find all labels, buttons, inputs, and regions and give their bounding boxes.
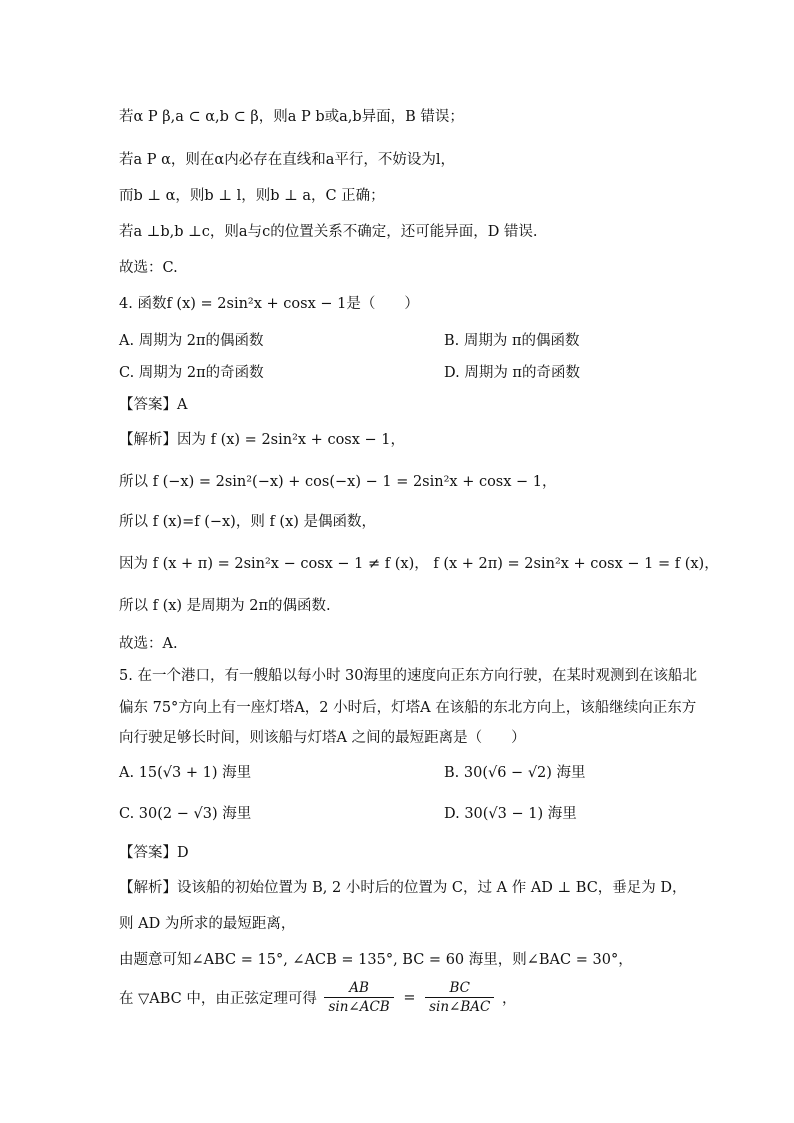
question-4-stem: 4. 函数f (x) = 2sin²x + cosx − 1是（ ）	[119, 296, 419, 312]
fraction-bc-over-sin-bac	[425, 980, 494, 1015]
q5-option-d: D. 30(√3 − 1) 海里	[444, 806, 577, 822]
equals-sign: =	[403, 989, 416, 1006]
question-5-stem-line: 偏东 75°方向上有一座灯塔A，2 小时后，灯塔A 在该船的东北方向上，该船继续向正东方	[119, 700, 697, 716]
question-5-stem-line: 向行驶足够长时间，则该船与灯塔A 之间的最短距离是（ ）	[119, 730, 526, 746]
text-line: 故选：C.	[119, 260, 178, 276]
q4-option-c: C. 周期为 2π的奇函数	[119, 365, 264, 381]
q5-analysis-line: 【解析】设该船的初始位置为 B, 2 小时后的位置为 C，过 A 作 AD ⊥ BC，垂足为 D，	[119, 880, 687, 896]
text-line: 若a P α，则在α内必存在直线和a平行，不妨设为l，	[119, 152, 455, 168]
question-5-stem-line: 5. 在一个港口，有一艘船以每小时 30海里的速度向正东方向行驶，在某时观测到在该船北	[119, 668, 697, 684]
q5-analysis-line: 则 AD 为所求的最短距离，	[119, 916, 296, 932]
fraction-denominator: sin∠BAC	[429, 999, 491, 1015]
fraction-ab-over-sin-acb	[324, 980, 393, 1015]
text-line: 若a ⊥b,b ⊥c，则a与c的位置关系不确定，还可能异面，D 错误.	[119, 224, 538, 240]
q4-option-d: D. 周期为 π的奇函数	[444, 365, 580, 381]
q5-option-a: A. 15(√3 + 1) 海里	[119, 765, 252, 781]
q5-option-b: B. 30(√6 − √2) 海里	[444, 765, 586, 781]
fraction-denominator: sin∠ACB	[328, 999, 390, 1015]
q4-analysis-line: 因为 f (x + π) = 2sin²x − cosx − 1 ≠ f (x)， f (x + 2π) = 2sin²x + cosx − 1 = f (x)，	[119, 556, 719, 572]
q4-analysis-line: 所以 f (−x) = 2sin²(−x) + cos(−x) − 1 = 2sin²x + cosx − 1，	[119, 474, 557, 490]
q5-sine-law-line	[119, 980, 516, 1024]
q5-answer: 【答案】D	[119, 845, 189, 861]
q4-option-b: B. 周期为 π的偶函数	[444, 333, 580, 349]
q5-option-c: C. 30(2 − √3) 海里	[119, 806, 252, 822]
q4-analysis-line: 所以 f (x)=f (−x)，则 f (x) 是偶函数，	[119, 514, 377, 530]
q4-analysis-line: 【解析】因为 f (x) = 2sin²x + cosx − 1，	[119, 432, 406, 448]
q4-option-a: A. 周期为 2π的偶函数	[119, 333, 264, 349]
q5-analysis-line: 由题意可知∠ABC = 15°, ∠ACB = 135°, BC = 60 海里，则∠BAC = 30°，	[119, 952, 633, 968]
fraction-numerator: BC	[425, 980, 494, 998]
text-line: 而b ⊥ α，则b ⊥ l，则b ⊥ a，C 正确；	[119, 188, 385, 204]
sine-law-suffix: ，	[501, 991, 517, 1007]
q4-answer: 【答案】A	[119, 397, 188, 413]
q4-analysis-line: 故选：A.	[119, 636, 178, 652]
fraction-numerator: AB	[324, 980, 393, 998]
q4-analysis-line: 所以 f (x) 是周期为 2π的偶函数.	[119, 598, 331, 614]
sine-law-prefix: 在 ▽ABC 中，由正弦定理可得	[119, 991, 317, 1007]
text-line: 若α P β,a ⊂ α,b ⊂ β，则a P b或a,b异面，B 错误；	[119, 109, 464, 125]
